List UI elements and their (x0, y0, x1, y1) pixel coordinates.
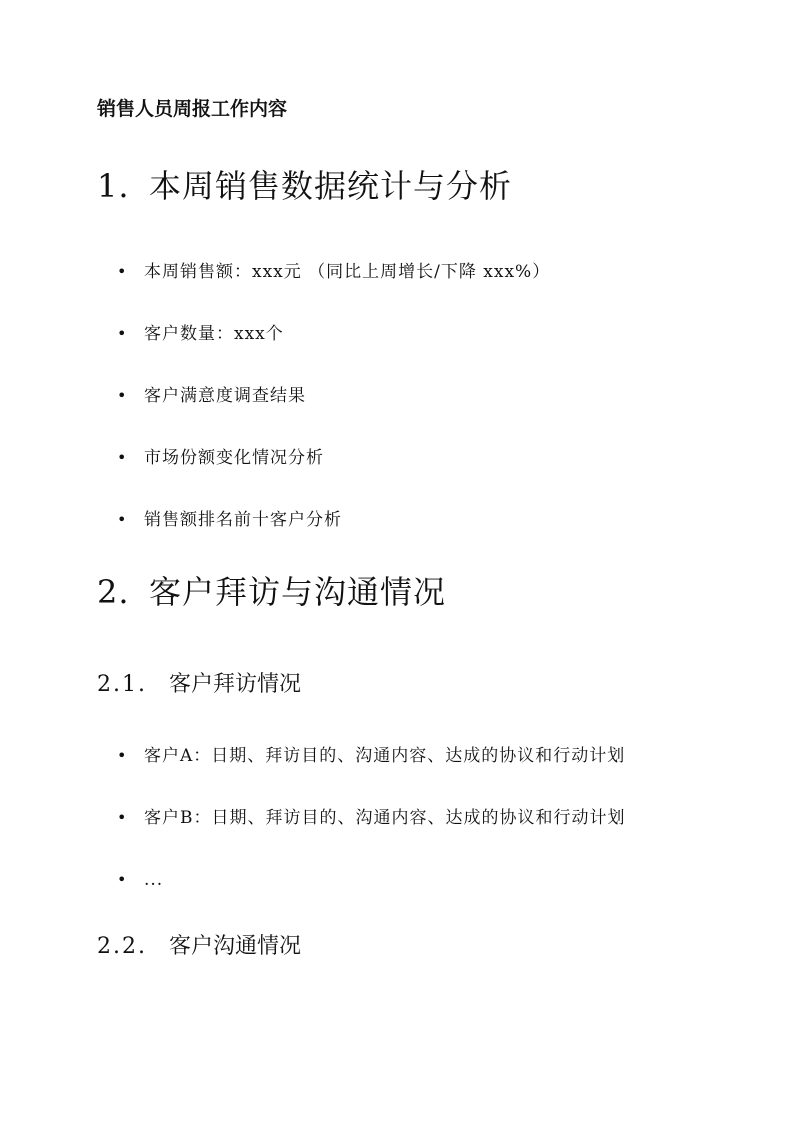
list-item (117, 382, 306, 410)
subsection-2-2-heading (97, 930, 301, 964)
list-item (117, 804, 626, 832)
section-1-heading (97, 164, 512, 208)
list-item (117, 506, 342, 534)
subsection-2-2-number: 2.2. (97, 934, 147, 959)
section-1-number: 1. (97, 167, 130, 205)
list-item-text: 客户A：日期、拜访目的、沟通内容、达成的协议和行动计划 (144, 746, 626, 766)
section-2-number: 2. (97, 573, 130, 611)
list-item-text: 市场份额变化情况分析 (144, 448, 324, 468)
list-item-text: 销售额排名前十客户分析 (144, 510, 342, 530)
subsection-2-1-number: 2.1. (97, 672, 147, 697)
list-item (117, 866, 163, 894)
list-item-text: 客户B：日期、拜访目的、沟通内容、达成的协议和行动计划 (144, 808, 626, 828)
bullet-icon: • (117, 262, 128, 281)
bullet-icon: • (117, 386, 128, 405)
list-item-text: 客户满意度调查结果 (144, 386, 306, 406)
list-item-text: ... (144, 870, 164, 890)
section-2-title: 客户拜访与沟通情况 (149, 573, 447, 611)
bullet-icon: • (117, 808, 128, 827)
bullet-icon: • (117, 746, 128, 765)
subsection-2-2-title: 客户沟通情况 (169, 934, 302, 959)
page-title: 销售人员周报工作内容 (97, 98, 288, 120)
bullet-icon: • (117, 870, 128, 889)
subsection-2-1-heading (97, 668, 301, 702)
list-item-text: 本周销售额：xxx元 （同比上周增长/下降 xxx%） (144, 262, 551, 282)
list-item (117, 742, 625, 770)
list-item (117, 258, 550, 286)
section-2-heading (97, 570, 446, 614)
subsection-2-1-title: 客户拜访情况 (169, 672, 302, 697)
bullet-icon: • (117, 448, 128, 467)
bullet-icon: • (117, 510, 128, 529)
list-item (117, 320, 284, 348)
section-1-title: 本周销售数据统计与分析 (149, 167, 513, 205)
bullet-icon: • (117, 324, 128, 343)
list-item (117, 444, 324, 472)
list-item-text: 客户数量：xxx个 (144, 324, 284, 344)
